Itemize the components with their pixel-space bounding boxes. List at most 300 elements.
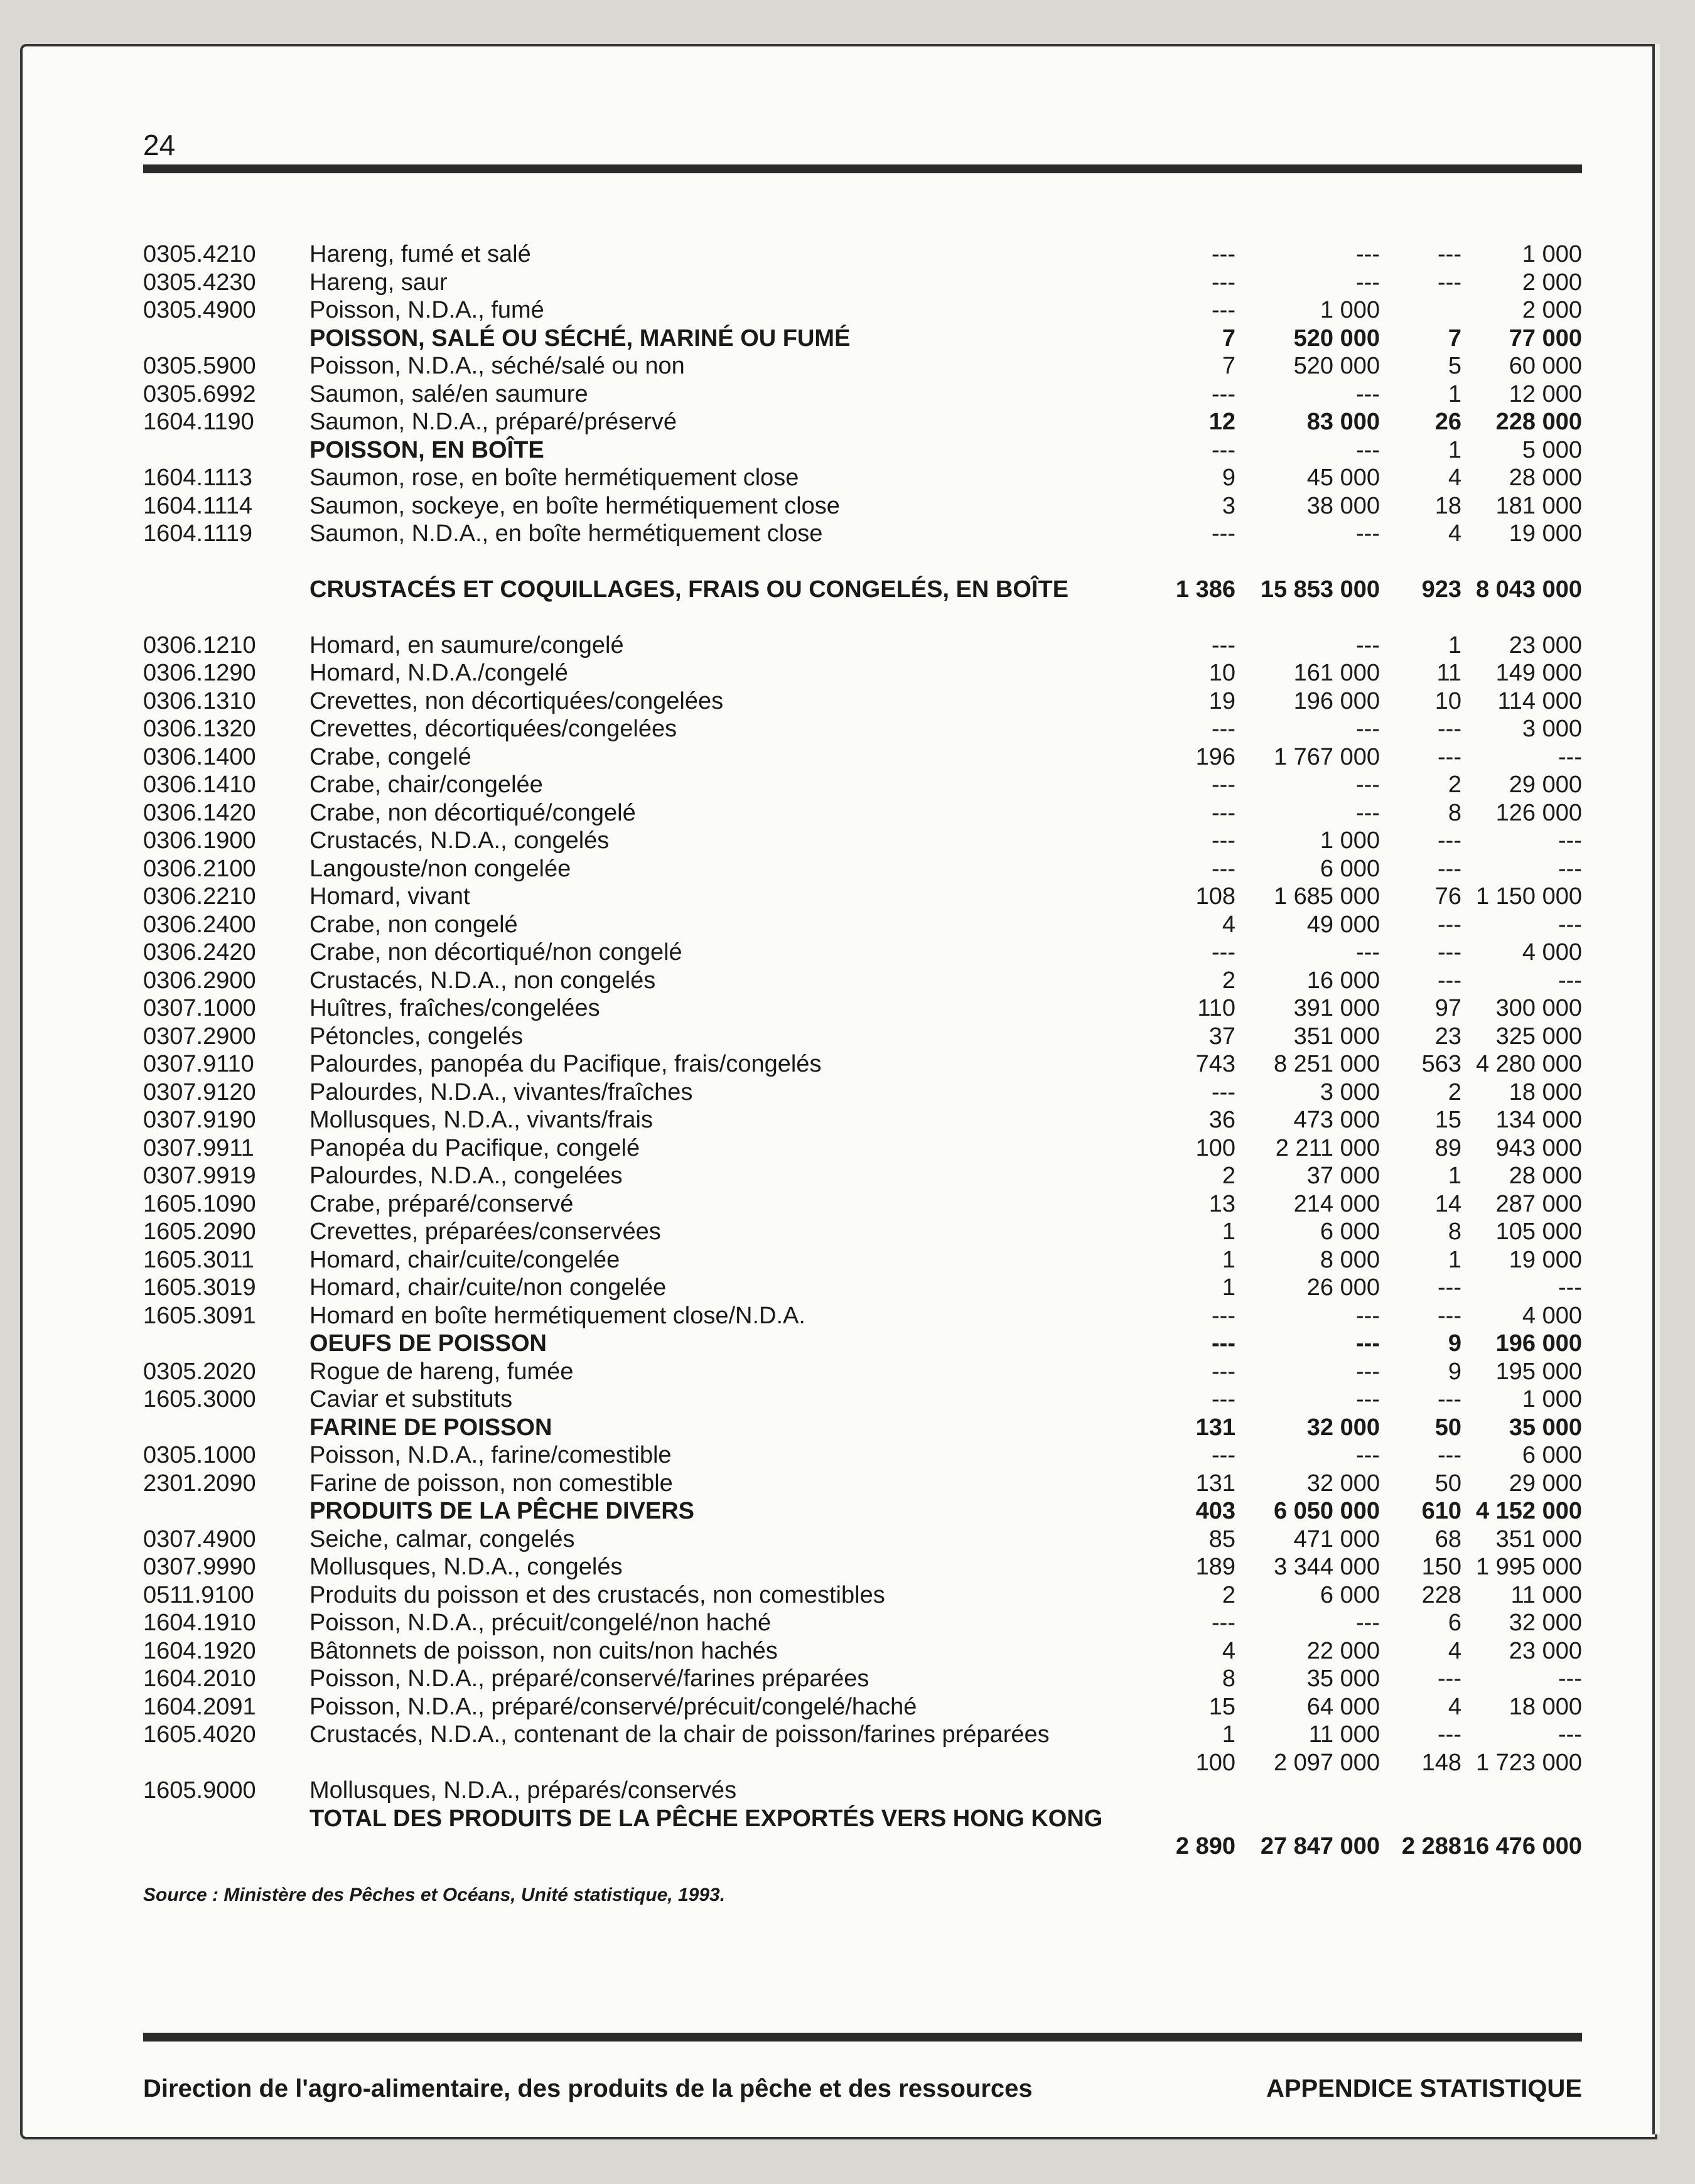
table-row xyxy=(143,576,1582,632)
value-cell: --- xyxy=(1438,1665,1461,1692)
table-row xyxy=(143,1665,1582,1693)
value-cell: 8 000 xyxy=(1320,1246,1380,1273)
value-cell xyxy=(1235,1777,1380,1805)
description-cell: Poisson, N.D.A., fumé xyxy=(309,297,544,323)
value-cell: --- xyxy=(1212,269,1235,296)
table-row xyxy=(143,240,1582,269)
value-line: 1 xyxy=(1222,1721,1235,1748)
value-cell: 743 xyxy=(1195,1051,1235,1077)
description-cell: Saumon, rose, en boîte hermétiquement close xyxy=(309,465,799,491)
code-cell: 1604.1119 xyxy=(143,520,252,547)
value-cell: 11 xyxy=(1436,660,1461,686)
table-row xyxy=(143,492,1582,520)
value-cell: --- xyxy=(1356,772,1380,798)
value-line: 923 xyxy=(1421,576,1461,603)
value-cell: 325 000 xyxy=(1495,1023,1582,1050)
value-cell: 50 xyxy=(1434,1470,1461,1497)
code-cell: 1605.3019 xyxy=(143,1274,256,1301)
description-cell: Crevettes, non décortiquées/congelées xyxy=(309,687,724,714)
value-cell: 23 000 xyxy=(1509,632,1582,659)
value-cell: 2 xyxy=(1222,1581,1235,1608)
description-cell: Mollusques, N.D.A., congelés xyxy=(309,1554,623,1580)
footer-department: Direction de l'agro-alimentaire, des produits de la pêche et des ressources xyxy=(143,2075,1033,2102)
value-cell: 134 000 xyxy=(1495,1107,1582,1133)
value-cell: 7 xyxy=(1222,325,1235,352)
value-cell: 4 000 xyxy=(1522,939,1582,966)
value-cell: --- xyxy=(1212,1358,1235,1385)
value-cell xyxy=(1154,1805,1235,1861)
description-cell: Crustacés, N.D.A., non congelés xyxy=(309,967,656,994)
description-cell: Crustacés, N.D.A., congelés xyxy=(309,827,610,854)
value-cell: 6 050 000 xyxy=(1273,1498,1380,1524)
table-row xyxy=(143,1162,1582,1190)
value-cell: --- xyxy=(1356,269,1380,296)
description-cell: Produits du poisson et des crustacés, non comestibles xyxy=(309,1581,885,1608)
description-cell: Crabe, non congelé xyxy=(309,911,518,938)
value-cell xyxy=(1380,1777,1461,1805)
value-cell: 471 000 xyxy=(1293,1525,1380,1552)
value-cell: 1 000 xyxy=(1320,827,1380,854)
value-cell: 18 000 xyxy=(1509,1693,1582,1720)
code-cell xyxy=(143,576,309,632)
code-cell: 1604.2091 xyxy=(143,1693,256,1720)
value-cell: 13 xyxy=(1208,1190,1235,1217)
value-line: 8 043 000 xyxy=(1475,576,1582,603)
table-row xyxy=(143,1721,1582,1777)
table-row xyxy=(143,352,1582,380)
value-cell: --- xyxy=(1212,520,1235,547)
value-cell: 1 xyxy=(1448,436,1461,463)
table-row xyxy=(143,520,1582,548)
table-row xyxy=(143,911,1582,939)
table-row xyxy=(143,296,1582,325)
description-cell: CRUSTACÉS ET COQUILLAGES, FRAIS OU CONGELÉS, EN BOÎTE xyxy=(309,576,1069,603)
value-cell: 38 000 xyxy=(1306,492,1380,519)
value-cell: 5 xyxy=(1448,353,1461,379)
value-cell: --- xyxy=(1558,827,1582,854)
value-cell: --- xyxy=(1212,1330,1235,1357)
description-cell: Palourdes, N.D.A., congelées xyxy=(309,1163,623,1189)
value-cell: --- xyxy=(1212,939,1235,966)
code-cell: 0306.1420 xyxy=(143,799,256,826)
value-cell: --- xyxy=(1558,967,1582,994)
code-cell: 0306.1310 xyxy=(143,687,256,714)
value-cell: 114 000 xyxy=(1497,687,1582,714)
value-cell: --- xyxy=(1356,939,1380,966)
value-cell: 196 xyxy=(1195,743,1235,770)
value-cell: 3 000 xyxy=(1320,1079,1380,1105)
table-row xyxy=(143,1274,1582,1302)
code-cell: 0305.4900 xyxy=(143,297,256,323)
value-line: 2 890 xyxy=(1175,1833,1235,1859)
description-cell: Hareng, fumé et salé xyxy=(309,241,531,267)
value-cell: 126 000 xyxy=(1495,799,1582,826)
table-row xyxy=(143,967,1582,995)
value-cell: 7 xyxy=(1222,353,1235,379)
description-cell: Mollusques, N.D.A., vivants/frais xyxy=(309,1107,653,1133)
value-line: 2 097 000 xyxy=(1273,1749,1380,1776)
value-cell: 214 000 xyxy=(1293,1190,1380,1217)
code-cell: 0307.9190 xyxy=(143,1107,256,1133)
code-cell: 1605.2090 xyxy=(143,1218,256,1245)
value-cell: 2 xyxy=(1222,1163,1235,1189)
table-row xyxy=(143,1385,1582,1414)
value-cell: 1 xyxy=(1448,632,1461,659)
description-cell: Homard, en saumure/congelé xyxy=(309,632,624,659)
value-cell: 29 000 xyxy=(1509,1470,1582,1497)
code-cell: 0305.1000 xyxy=(143,1442,256,1468)
code-cell: 0307.2900 xyxy=(143,1023,256,1050)
table-row xyxy=(143,1330,1582,1358)
value-cell: --- xyxy=(1212,827,1235,854)
description-cell: Seiche, calmar, congelés xyxy=(309,1525,575,1552)
value-cell: 45 000 xyxy=(1306,465,1380,491)
code-cell: 1604.1910 xyxy=(143,1610,256,1636)
value-cell: 610 xyxy=(1421,1498,1461,1524)
value-cell: 50 xyxy=(1434,1414,1461,1441)
value-cell: 23 xyxy=(1434,1023,1461,1050)
value-cell: 8 xyxy=(1222,1665,1235,1692)
table-row xyxy=(143,1497,1582,1525)
value-cell: 181 000 xyxy=(1495,492,1582,519)
value-cell: --- xyxy=(1212,1610,1235,1636)
value-cell xyxy=(1461,1777,1582,1805)
description-cell: Palourdes, N.D.A., vivantes/fraîches xyxy=(309,1079,693,1105)
value-cell: 2 xyxy=(1448,772,1461,798)
value-cell: 196 000 xyxy=(1495,1330,1582,1357)
table-row xyxy=(143,436,1582,465)
code-cell xyxy=(143,1805,309,1861)
value-line xyxy=(1380,603,1461,632)
value-cell xyxy=(1154,1721,1235,1777)
value-cell xyxy=(1235,576,1380,632)
value-cell: 16 000 xyxy=(1306,967,1380,994)
table-row xyxy=(143,1106,1582,1134)
footer-section: APPENDICE STATISTIQUE xyxy=(1266,2075,1582,2102)
value-cell: --- xyxy=(1212,436,1235,463)
table-row xyxy=(143,1414,1582,1442)
code-cell: 1605.9000 xyxy=(143,1777,256,1804)
description-cell: Crabe, congelé xyxy=(309,743,471,770)
table-row xyxy=(143,994,1582,1023)
table-row xyxy=(143,1777,1582,1805)
table-row xyxy=(143,1134,1582,1163)
value-cell: 1 150 000 xyxy=(1475,883,1582,910)
description-cell: Poisson, N.D.A., farine/comestible xyxy=(309,1442,672,1468)
value-cell: 77 000 xyxy=(1509,325,1582,352)
value-cell: 64 000 xyxy=(1306,1693,1380,1720)
value-cell: 18 000 xyxy=(1509,1079,1582,1105)
table-row xyxy=(143,827,1582,855)
table-row xyxy=(143,1050,1582,1079)
code-cell: 0306.1320 xyxy=(143,716,256,742)
value-cell: 1 000 xyxy=(1320,297,1380,323)
value-cell: --- xyxy=(1212,297,1235,323)
value-cell: 3 xyxy=(1222,492,1235,519)
value-line xyxy=(1380,1805,1461,1833)
value-cell: 4 000 xyxy=(1522,1302,1582,1329)
value-cell: --- xyxy=(1212,632,1235,659)
value-cell: 4 xyxy=(1222,911,1235,938)
description-cell: FARINE DE POISSON xyxy=(309,1414,552,1441)
value-cell: 149 000 xyxy=(1495,660,1582,686)
value-cell: 7 xyxy=(1448,325,1461,352)
description-cell: POISSON, EN BOÎTE xyxy=(309,436,544,463)
code-cell: 0305.4210 xyxy=(143,241,256,267)
table-row xyxy=(143,325,1582,353)
table-row xyxy=(143,939,1582,967)
value-cell: 1 xyxy=(1222,1218,1235,1245)
value-cell: 15 xyxy=(1434,1107,1461,1133)
value-cell: --- xyxy=(1356,632,1380,659)
description-cell: Bâtonnets de poisson, non cuits/non hachés xyxy=(309,1637,778,1664)
value-cell: --- xyxy=(1558,1665,1582,1692)
value-cell xyxy=(1154,1777,1235,1805)
value-cell: --- xyxy=(1356,799,1380,826)
value-cell: --- xyxy=(1212,380,1235,407)
table-row xyxy=(143,1637,1582,1665)
value-cell: 1 000 xyxy=(1522,241,1582,267)
value-line xyxy=(1235,1805,1380,1833)
value-cell: 12 000 xyxy=(1509,380,1582,407)
value-cell: 1 995 000 xyxy=(1475,1554,1582,1580)
code-cell: 1604.1190 xyxy=(143,409,254,435)
value-cell: 15 xyxy=(1208,1693,1235,1720)
value-cell: --- xyxy=(1356,520,1380,547)
value-cell xyxy=(1380,1805,1461,1861)
value-cell: 150 xyxy=(1421,1554,1461,1580)
value-cell: 9 xyxy=(1222,465,1235,491)
table-row xyxy=(143,715,1582,743)
value-line xyxy=(1461,1805,1582,1833)
description-cell: Homard, chair/cuite/congelée xyxy=(309,1246,620,1273)
code-cell: 0305.6992 xyxy=(143,380,256,407)
value-cell xyxy=(1235,1721,1380,1777)
value-cell: 228 000 xyxy=(1495,409,1582,435)
value-cell: 473 000 xyxy=(1293,1107,1380,1133)
description-cell: Saumon, N.D.A., en boîte hermétiquement close xyxy=(309,520,823,547)
description-cell: Palourdes, panopéa du Pacifique, frais/congelés xyxy=(309,1051,822,1077)
value-cell: 85 xyxy=(1208,1525,1235,1552)
header-rule xyxy=(143,164,1582,173)
value-cell: --- xyxy=(1356,1330,1380,1357)
value-line: 15 853 000 xyxy=(1260,576,1380,603)
table-row xyxy=(143,1525,1582,1554)
table-row xyxy=(143,1441,1582,1470)
value-cell: 18 xyxy=(1434,492,1461,519)
value-cell: 196 000 xyxy=(1293,687,1380,714)
value-cell: 60 000 xyxy=(1509,353,1582,379)
value-cell: 3 000 xyxy=(1522,716,1582,742)
value-cell: 100 xyxy=(1195,1134,1235,1161)
value-cell: 19 000 xyxy=(1509,1246,1582,1273)
value-cell xyxy=(1380,296,1461,325)
value-cell: --- xyxy=(1438,1274,1461,1301)
value-cell: 10 xyxy=(1208,660,1235,686)
value-cell: 28 000 xyxy=(1509,1163,1582,1189)
table-spacer xyxy=(143,548,1582,576)
table-row xyxy=(143,269,1582,297)
spacer-cell xyxy=(143,548,1582,576)
value-cell: 22 000 xyxy=(1306,1637,1380,1664)
value-cell: --- xyxy=(1212,241,1235,267)
value-cell: --- xyxy=(1438,716,1461,742)
description-cell: Poisson, N.D.A., précuit/congelé/non haché xyxy=(309,1610,772,1636)
description-cell: Hareng, saur xyxy=(309,269,448,296)
value-cell: 2 xyxy=(1222,967,1235,994)
value-cell: 520 000 xyxy=(1293,325,1380,352)
value-cell: 403 xyxy=(1195,1498,1235,1524)
value-cell: --- xyxy=(1212,799,1235,826)
code-cell xyxy=(143,1414,309,1442)
description-cell: POISSON, SALÉ OU SÉCHÉ, MARINÉ OU FUMÉ xyxy=(309,325,851,352)
code-cell: 0511.9100 xyxy=(143,1581,254,1608)
description-cell: Saumon, salé/en saumure xyxy=(309,380,588,407)
code-cell: 0307.9120 xyxy=(143,1079,256,1105)
value-cell: 1 767 000 xyxy=(1273,743,1380,770)
code-cell: 0305.5900 xyxy=(143,353,256,379)
code-cell: 1604.1113 xyxy=(143,465,252,491)
code-cell: 0306.2400 xyxy=(143,911,256,938)
value-cell: --- xyxy=(1212,716,1235,742)
value-cell: 8 xyxy=(1448,1218,1461,1245)
value-cell: 32 000 xyxy=(1306,1414,1380,1441)
value-cell: 1 000 xyxy=(1522,1386,1582,1412)
code-cell: 0306.1900 xyxy=(143,827,256,854)
value-cell: 4 xyxy=(1448,465,1461,491)
description-cell: Homard, chair/cuite/non congelée xyxy=(309,1274,667,1301)
value-line: 27 847 000 xyxy=(1260,1833,1380,1859)
description-cell: OEUFS DE POISSON xyxy=(309,1330,547,1357)
value-cell: 9 xyxy=(1448,1330,1461,1357)
table-row xyxy=(143,1581,1582,1610)
value-cell: 8 xyxy=(1448,799,1461,826)
code-cell: 0306.1400 xyxy=(143,743,256,770)
value-cell: 6 000 xyxy=(1320,1581,1380,1608)
code-cell: 0307.9110 xyxy=(143,1051,254,1077)
value-cell: 37 xyxy=(1208,1023,1235,1050)
description-cell: Farine de poisson, non comestible xyxy=(309,1470,673,1497)
value-cell: 161 000 xyxy=(1293,660,1380,686)
value-cell: 12 xyxy=(1208,409,1235,435)
table-row xyxy=(143,1553,1582,1581)
value-cell: 19 xyxy=(1208,687,1235,714)
value-cell: --- xyxy=(1558,1274,1582,1301)
table-row xyxy=(143,855,1582,883)
code-cell xyxy=(143,1497,309,1525)
table-row xyxy=(143,632,1582,660)
value-cell: 6 000 xyxy=(1320,855,1380,882)
value-cell: 6 000 xyxy=(1320,1218,1380,1245)
value-cell: 26 000 xyxy=(1306,1274,1380,1301)
description-cell: Saumon, sockeye, en boîte hermétiquement close xyxy=(309,492,840,519)
value-cell: --- xyxy=(1558,911,1582,938)
code-cell xyxy=(143,436,309,465)
value-cell: --- xyxy=(1356,1610,1380,1636)
table-row xyxy=(143,1190,1582,1218)
code-cell: 0307.9990 xyxy=(143,1554,256,1580)
value-cell: 1 xyxy=(1448,1246,1461,1273)
code-cell: 0306.2210 xyxy=(143,883,256,910)
table-row xyxy=(143,1218,1582,1246)
value-cell: 26 xyxy=(1434,409,1461,435)
value-cell: 8 251 000 xyxy=(1273,1051,1380,1077)
code-cell: 0306.2420 xyxy=(143,939,256,966)
value-cell: 11 000 xyxy=(1510,1581,1582,1608)
code-cell xyxy=(143,325,309,353)
value-line xyxy=(1461,603,1582,632)
value-cell: --- xyxy=(1558,855,1582,882)
value-line: 2 288 xyxy=(1401,1833,1461,1859)
value-cell: --- xyxy=(1212,1302,1235,1329)
value-cell: 563 xyxy=(1421,1051,1461,1077)
value-line xyxy=(1235,603,1380,632)
description-cell: Caviar et substituts xyxy=(309,1386,513,1412)
value-cell: --- xyxy=(1212,1079,1235,1105)
value-cell: 35 000 xyxy=(1509,1414,1582,1441)
table-row xyxy=(143,1358,1582,1386)
value-cell: 287 000 xyxy=(1495,1190,1582,1217)
value-cell: --- xyxy=(1356,716,1380,742)
table-row xyxy=(143,799,1582,827)
value-cell xyxy=(1380,1721,1461,1777)
value-cell: --- xyxy=(1438,855,1461,882)
value-cell: 35 000 xyxy=(1306,1665,1380,1692)
value-cell xyxy=(1235,1805,1380,1861)
value-cell: 68 xyxy=(1434,1525,1461,1552)
value-cell: 228 xyxy=(1421,1581,1461,1608)
value-line: 148 xyxy=(1421,1749,1461,1776)
table-row xyxy=(143,659,1582,687)
value-cell xyxy=(1461,1721,1582,1777)
value-cell: --- xyxy=(1438,1442,1461,1468)
code-cell: 0306.2100 xyxy=(143,855,256,882)
value-cell: 37 000 xyxy=(1306,1163,1380,1189)
value-cell: 108 xyxy=(1195,883,1235,910)
value-cell: 4 xyxy=(1222,1637,1235,1664)
description-cell: Crevettes, préparées/conservées xyxy=(309,1218,661,1245)
description-cell: Homard, vivant xyxy=(309,883,470,910)
value-cell: --- xyxy=(1438,241,1461,267)
export-table xyxy=(143,240,1582,1861)
code-cell: 0306.1290 xyxy=(143,660,256,686)
value-cell: 9 xyxy=(1448,1358,1461,1385)
table-row xyxy=(143,380,1582,409)
value-cell: 23 000 xyxy=(1509,1637,1582,1664)
value-cell: 49 000 xyxy=(1306,911,1380,938)
value-cell: 4 xyxy=(1448,1637,1461,1664)
description-cell: Crevettes, décortiquées/congelées xyxy=(309,716,677,742)
table-row xyxy=(143,1693,1582,1721)
value-cell: 3 344 000 xyxy=(1273,1554,1380,1580)
value-cell: 1 xyxy=(1448,380,1461,407)
table-row xyxy=(143,1023,1582,1051)
description-cell: Crabe, chair/congelée xyxy=(309,772,543,798)
value-cell: 89 xyxy=(1434,1134,1461,1161)
value-cell: 195 000 xyxy=(1495,1358,1582,1385)
value-cell: --- xyxy=(1438,939,1461,966)
code-cell: 0306.2900 xyxy=(143,967,256,994)
description-cell: Mollusques, N.D.A., préparés/conservés xyxy=(309,1777,737,1804)
value-line xyxy=(1154,603,1235,632)
code-cell: 0307.1000 xyxy=(143,995,256,1021)
value-cell: 29 000 xyxy=(1509,772,1582,798)
value-cell: 1 xyxy=(1448,1163,1461,1189)
value-cell: 4 xyxy=(1448,520,1461,547)
value-cell: 28 000 xyxy=(1509,465,1582,491)
value-cell: 351 000 xyxy=(1495,1525,1582,1552)
table-row xyxy=(143,687,1582,716)
